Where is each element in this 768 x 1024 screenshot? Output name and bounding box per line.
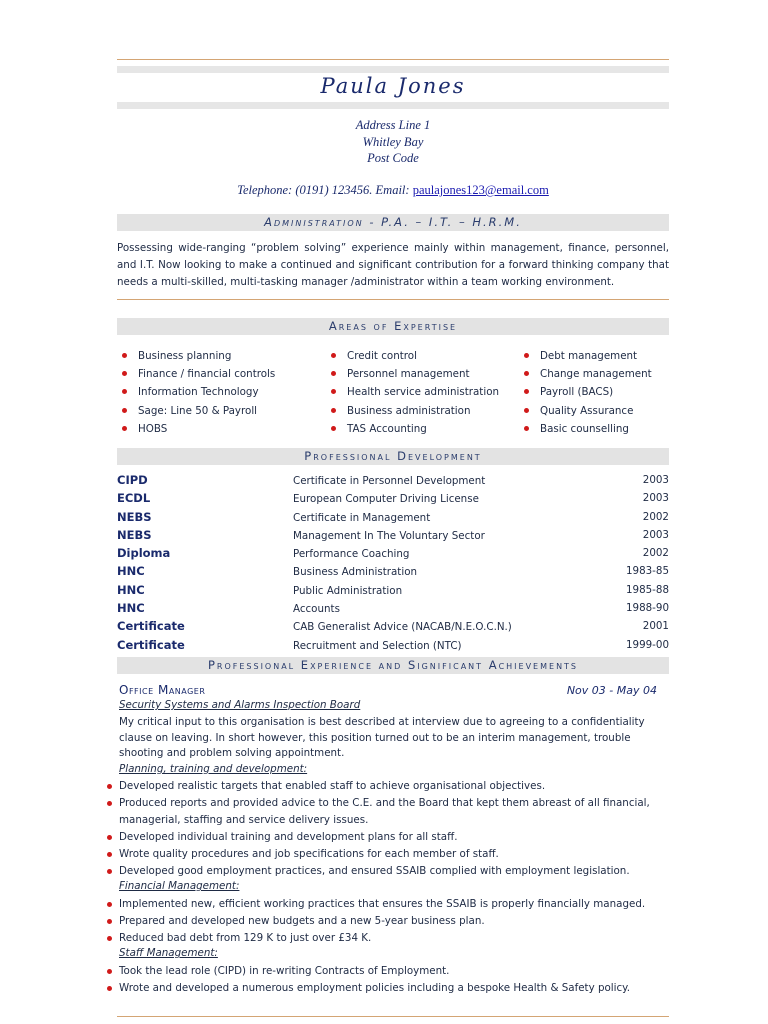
achievement-item: Developed good employment practices, and ensured SSAIB complied with employment legislation. (119, 863, 669, 880)
job-description: My critical input to this organisation is best described at interview due to agreeing to a confidentiality clause on leaving. In short however, this position turned out to be an interim management, trouble shooting and problem solving appointment. (119, 716, 645, 759)
name-band-bottom (117, 102, 669, 109)
qual-year: 2003 (642, 474, 669, 486)
planning-subheading: Planning, training and development: (119, 763, 308, 775)
expertise-item: Business planning (117, 347, 275, 365)
table-row (117, 583, 669, 601)
profile-divider (117, 299, 669, 300)
achievement-item: Wrote and developed a numerous employment policies including a bespoke Health & Safety policy. (119, 980, 669, 997)
expertise-item: Information Technology (117, 383, 275, 401)
achievement-item: Wrote quality procedures and job specifications for each member of staff. (119, 846, 669, 863)
qual-abbr: CIPD (117, 473, 148, 487)
staff-subheading: Staff Management: (119, 947, 218, 959)
qual-title: Business Administration (293, 566, 418, 579)
qual-title: Recruitment and Selection (NTC) (293, 639, 462, 652)
qual-title: Management In The Voluntary Sector (293, 529, 485, 542)
qual-year: 2003 (642, 528, 669, 541)
postcode: Post Code (367, 151, 419, 165)
top-divider (117, 59, 669, 60)
qual-year: 2002 (642, 510, 669, 523)
qual-year: 1999-00 (625, 638, 669, 651)
qual-abbr: NEBS (117, 509, 152, 524)
expertise-column-3 (519, 347, 652, 438)
qual-title: European Computer Driving License (293, 493, 479, 506)
bottom-divider (117, 1016, 669, 1017)
achievement-item: Developed individual training and development plans for all staff. (119, 829, 669, 846)
expertise-item: Sage: Line 50 & Payroll (117, 402, 275, 420)
qual-abbr: ECDL (117, 491, 151, 506)
achievement-item: Produced reports and provided advice to the C.E. and the Board that kept them abreast of all financial, managerial, staffing and service delivery issues. (119, 795, 669, 829)
qual-title: Public Administration (293, 584, 403, 597)
qual-year: 1985-88 (625, 583, 669, 596)
table-row (117, 491, 669, 509)
expertise-item: Quality Assurance (519, 402, 652, 420)
qual-title: Certificate in Personnel Development (293, 475, 486, 487)
achievement-item: Prepared and developed new budgets and a new 5-year business plan. (119, 913, 669, 930)
table-row (117, 546, 669, 564)
address-line-2: Whitley Bay (362, 135, 424, 149)
table-row (117, 638, 669, 656)
expertise-item: Debt management (519, 347, 652, 365)
qual-title: Performance Coaching (293, 548, 410, 561)
expertise-column-2 (326, 347, 499, 438)
expertise-item: Credit control (326, 347, 499, 365)
expertise-item: Health service administration (326, 383, 499, 401)
experience-heading: Professional Experience and Significant Achievements (117, 657, 669, 674)
qual-abbr: HNC (117, 564, 145, 579)
qualifications-table (117, 473, 669, 656)
headline-banner: Administration - P.A. – I.T. – H.R.M. (117, 214, 669, 231)
expertise-item: Payroll (BACS) (519, 383, 652, 401)
employer-name: Security Systems and Alarms Inspection Board (119, 699, 361, 711)
table-row (117, 564, 669, 582)
address-line-1: Address Line 1 (355, 118, 431, 132)
qual-abbr: Certificate (117, 619, 185, 634)
expertise-item: Personnel management (326, 365, 499, 383)
table-row (117, 528, 669, 546)
email-link[interactable]: paulajones123@email.com (412, 183, 549, 197)
contact-line (117, 183, 669, 198)
expertise-item: HOBS (117, 420, 275, 438)
cv-page (117, 0, 669, 1024)
name-band-top (117, 66, 669, 73)
telephone-text: Telephone: (0191) 123456. Email: (237, 183, 413, 197)
achievement-item: Took the lead role (CIPD) in re-writing Contracts of Employment. (119, 963, 669, 980)
achievement-item: Reduced bad debt from 129 K to just over £34 K. (119, 930, 669, 947)
financial-subheading: Financial Management: (119, 880, 240, 892)
candidate-name: Paula Jones (320, 74, 466, 98)
qual-abbr: Certificate (117, 637, 185, 652)
qual-abbr: Diploma (117, 546, 171, 561)
development-heading: Professional Development (117, 448, 669, 465)
qual-year: 1983-85 (625, 565, 669, 578)
expertise-item: Business administration (326, 402, 499, 420)
table-row (117, 510, 669, 528)
expertise-item: Change management (519, 365, 652, 383)
expertise-heading: Areas of Expertise (117, 318, 669, 335)
expertise-item: TAS Accounting (326, 420, 499, 438)
qual-abbr: HNC (117, 601, 145, 616)
expertise-item: Finance / financial controls (117, 365, 275, 383)
table-row (117, 473, 669, 491)
profile-summary: Possessing wide-ranging “problem solving” experience mainly within management, finance, personnel, and I.T. Now looking to make a continued and significant contribution for a forward thinking company that needs a multi-skilled, multi-tasking manager /administrator within a team working environment. (117, 242, 669, 288)
qual-title: CAB Generalist Advice (NACAB/N.E.O.C.N.) (293, 621, 512, 634)
expertise-item: Basic counselling (519, 420, 652, 438)
table-row (117, 619, 669, 637)
expertise-column-1 (117, 347, 275, 438)
job-dates: Nov 03 - May 04 (566, 684, 657, 697)
qual-abbr: NEBS (117, 527, 152, 542)
qual-year: 2002 (642, 547, 669, 560)
achievement-item: Implemented new, efficient working practices that ensures the SSAIB is properly financially managed. (119, 896, 669, 913)
qual-abbr: HNC (117, 582, 145, 597)
qual-year: 2001 (642, 620, 669, 633)
achievement-item: Developed realistic targets that enabled staff to achieve organisational objectives. (119, 778, 669, 795)
qual-title: Accounts (293, 603, 340, 616)
table-row (117, 601, 669, 619)
qual-title: Certificate in Management (293, 511, 431, 524)
qual-year: 2003 (642, 492, 669, 505)
qual-year: 1988-90 (625, 602, 669, 615)
job-title: Office Manager (119, 683, 206, 697)
